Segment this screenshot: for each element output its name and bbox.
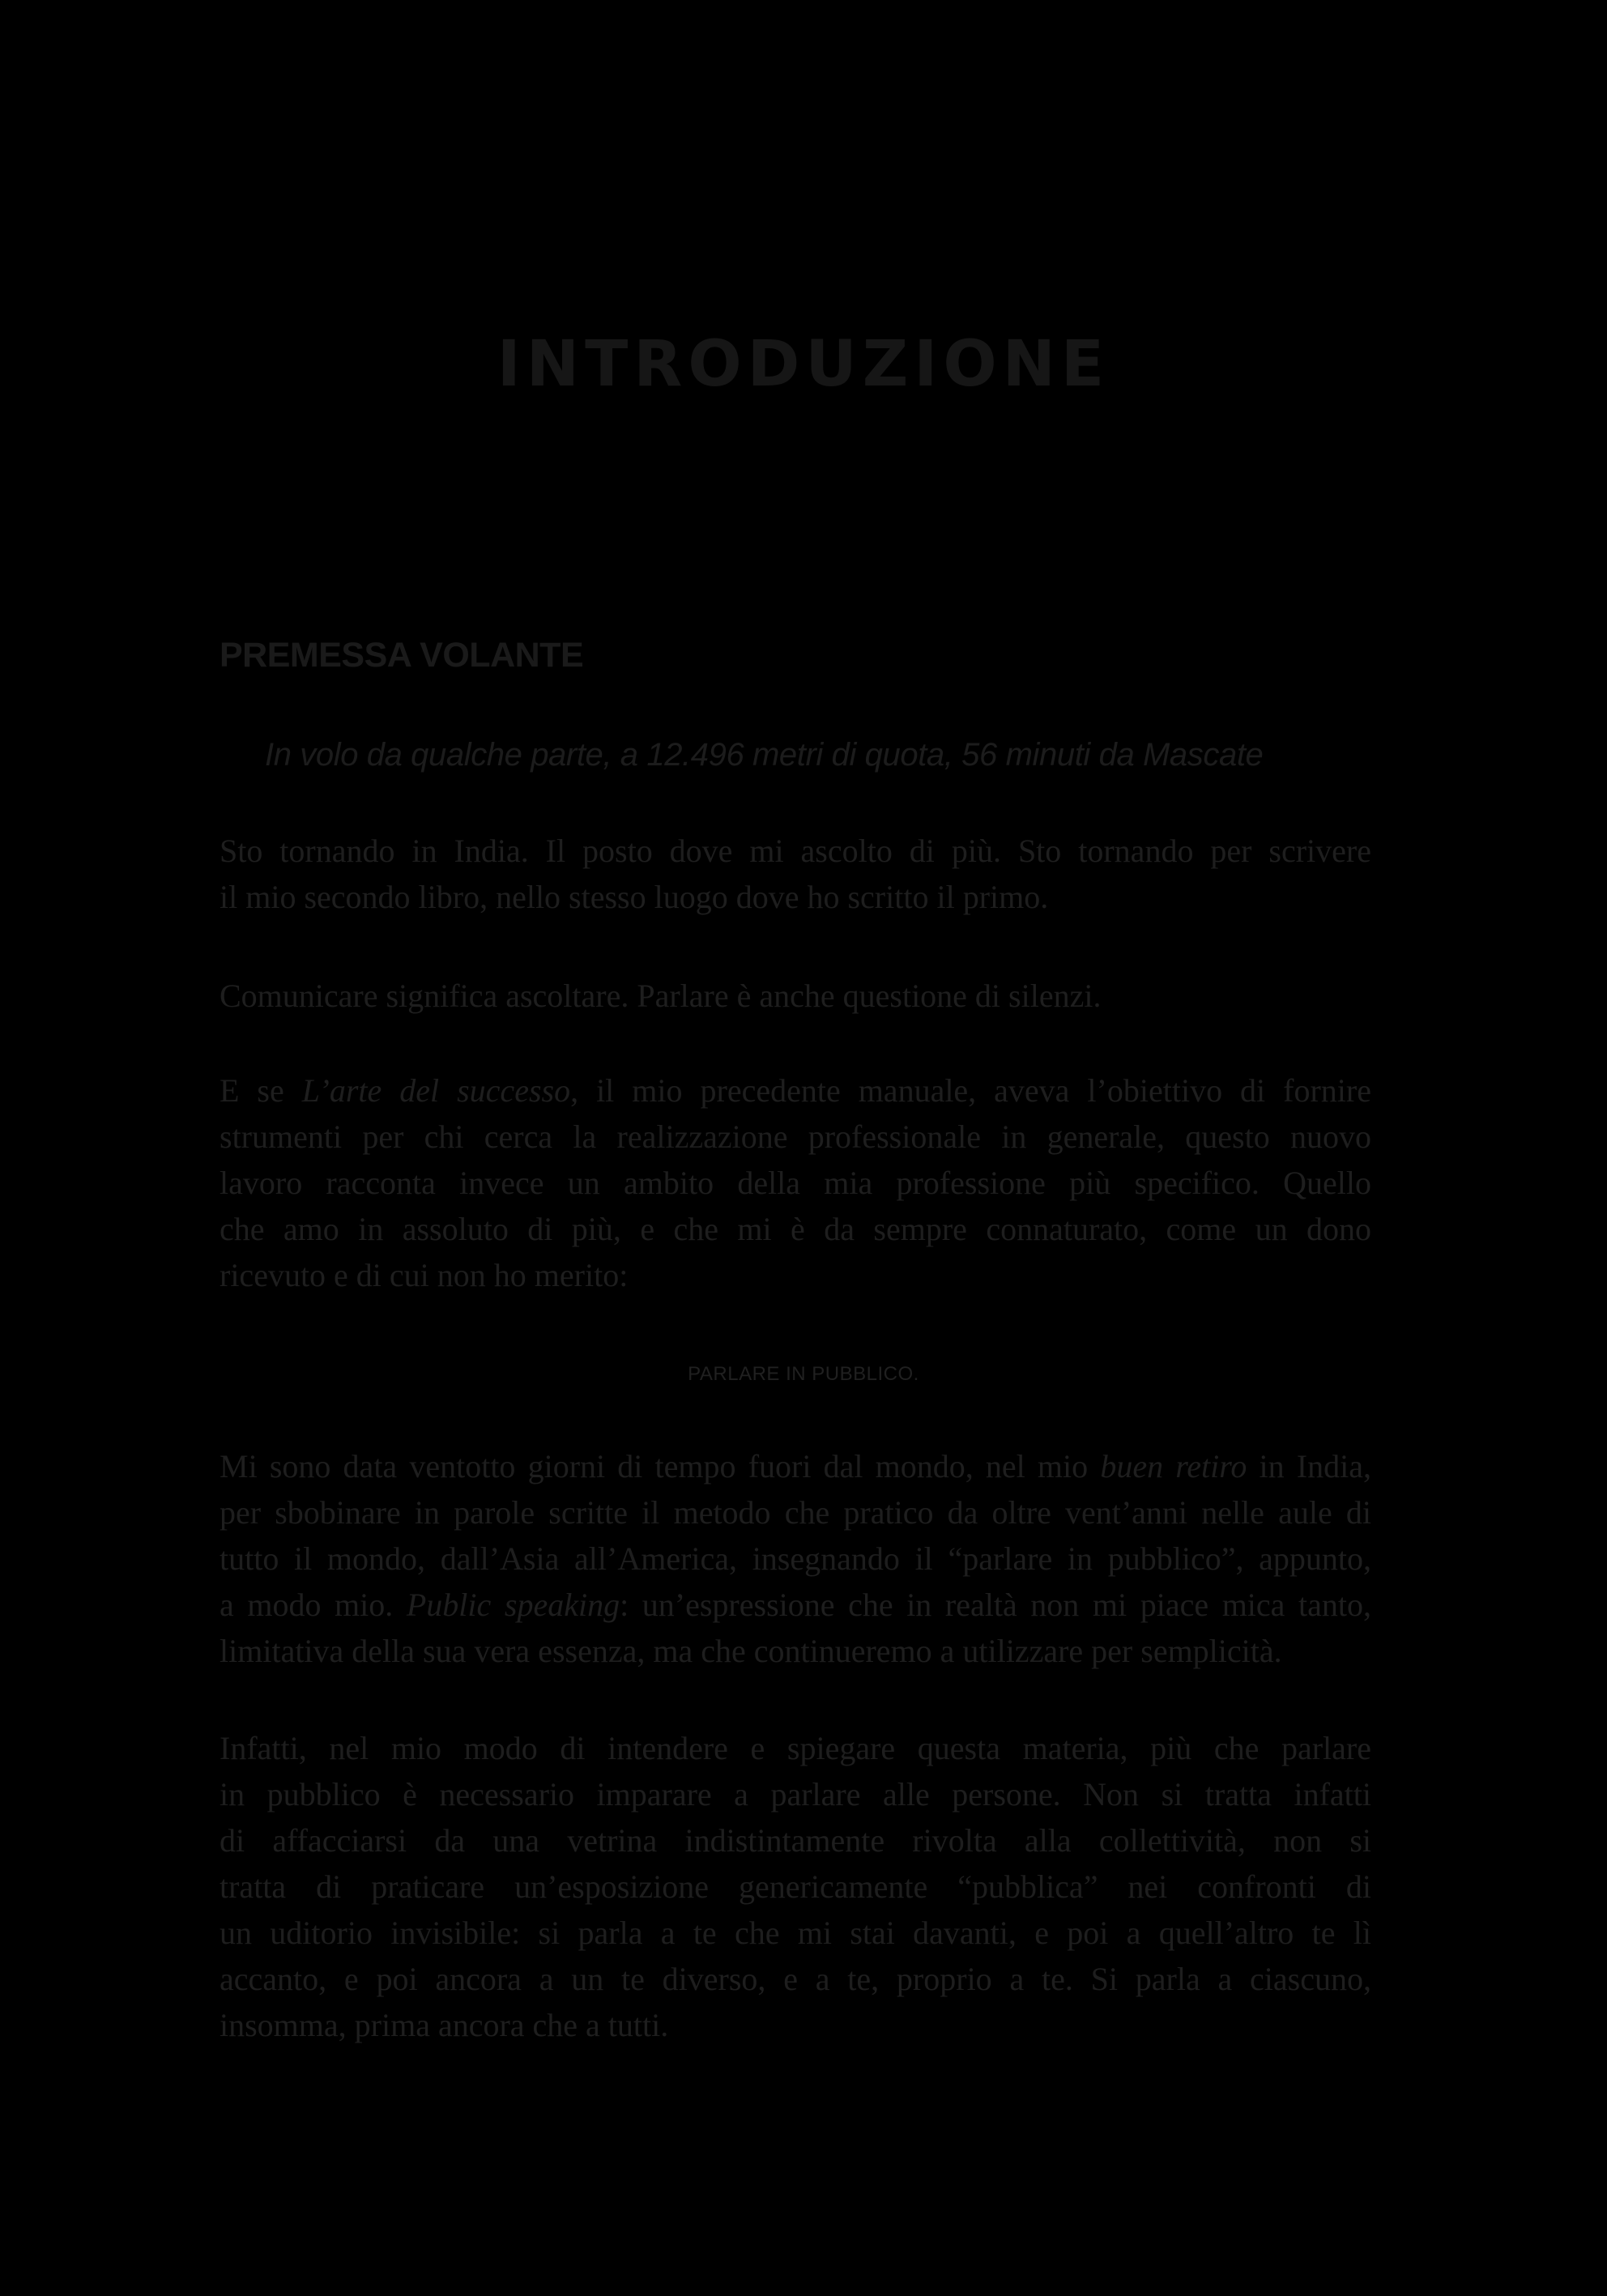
emphasis-text: buen retiro [1100, 1448, 1247, 1485]
section-heading: PREMESSA VOLANTE [220, 636, 584, 675]
paragraph-line: accanto, e poi ancora a un te diverso, e a te, proprio a te. Si parla a ciascuno, [220, 1961, 1371, 1997]
paragraph-line: Sto tornando in India. Il posto dove mi ascolto di più. Sto tornando per scrivere [220, 833, 1371, 869]
paragraph-line: di affacciarsi da una vetrina indistintamente rivolta alla collettività, non si [220, 1822, 1371, 1859]
text-run: a modo mio. [220, 1587, 407, 1623]
paragraph-line: tutto il mondo, dall’Asia all’America, insegnando il “parlare in pubblico”, appunto, [220, 1540, 1371, 1577]
text-run: Mi sono data ventotto giorni di tempo fuori dal mondo, nel mio [220, 1448, 1101, 1485]
paragraph-line: insomma, prima ancora che a tutti. [220, 2007, 669, 2043]
text-run: E se [220, 1072, 302, 1109]
paragraph-line: ricevuto e di cui non ho merito: [220, 1257, 629, 1293]
text-run: in India, [1247, 1448, 1371, 1485]
text-run: : un’espressione che in realtà non mi piace mica tanto, [620, 1587, 1371, 1623]
paragraph-line: un uditorio invisibile: si parla a te che mi stai davanti, e poi a quell’altro te lì [220, 1915, 1371, 1951]
paragraph-line: in pubblico è necessario imparare a parlare alle persone. Non si tratta infatti [220, 1776, 1371, 1813]
paragraph-1 [220, 828, 1371, 920]
paragraph-5 [220, 1725, 1371, 2048]
dateline: In volo da qualche parte, a 12.496 metri di quota, 56 minuti da Mascate [265, 737, 1264, 773]
paragraph-4 [220, 1443, 1371, 1674]
paragraph-line: Infatti, nel mio modo di intendere e spiegare questa materia, più che parlare [220, 1730, 1371, 1766]
paragraph-line [220, 1582, 1371, 1628]
emphasis-text: Public speaking [406, 1587, 620, 1623]
paragraph-line [220, 1067, 1371, 1114]
callout-text: PARLARE IN PUBBLICO. [688, 1363, 919, 1385]
paragraph-line: per sbobinare in parole scritte il metodo che pratico da oltre vent’anni nelle aule di [220, 1494, 1371, 1531]
paragraph-line: il mio secondo libro, nello stesso luogo dove ho scritto il primo. [220, 879, 1049, 915]
paragraph-line: strumenti per chi cerca la realizzazione professionale in generale, questo nuovo [220, 1118, 1371, 1155]
paragraph-line [220, 1443, 1371, 1489]
chapter-title: INTRODUZIONE [497, 328, 1110, 401]
paragraph-line: che amo in assoluto di più, e che mi è da sempre connaturato, come un dono [220, 1211, 1371, 1247]
text-run: , il mio precedente manuale, aveva l’obiettivo di fornire [570, 1072, 1371, 1109]
paragraph-line: limitativa della sua vera essenza, ma che continueremo a utilizzare per semplicità. [220, 1633, 1282, 1669]
paragraph-line: lavoro racconta invece un ambito della mia professione più specifico. Quello [220, 1165, 1371, 1201]
book-title-reference: L’arte del successo [301, 1072, 571, 1109]
paragraph-3 [220, 1067, 1371, 1298]
paragraph-line: Comunicare significa ascoltare. Parlare è anche questione di silenzi. [220, 978, 1102, 1014]
paragraph-2 [220, 973, 1371, 1019]
paragraph-line: tratta di praticare un’esposizione genericamente “pubblica” nei confronti di [220, 1868, 1371, 1905]
